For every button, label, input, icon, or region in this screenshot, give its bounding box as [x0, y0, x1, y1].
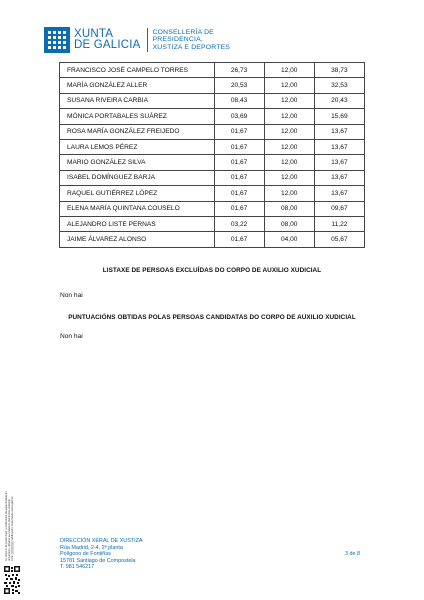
candidate-name: RAQUEL GUTIÉRREZ LÓPEZ	[60, 186, 215, 201]
score-b: 12,00	[264, 78, 314, 93]
candidate-name: ELENA MARÍA QUINTANA COUSELO	[60, 201, 215, 216]
dept-line-3: XUSTIZA E DEPORTES	[152, 43, 231, 51]
dept-line-2: PRESIDENCIA,	[152, 36, 203, 44]
score-a: 01,67	[214, 139, 264, 154]
score-a: 01,67	[214, 124, 264, 139]
score-a: 03,22	[214, 216, 264, 231]
excluded-section-text: Non hai	[60, 292, 83, 299]
score-b: 12,00	[264, 63, 314, 78]
score-a: 01,67	[214, 186, 264, 201]
score-b: 08,00	[264, 201, 314, 216]
score-total: 20,43	[314, 93, 364, 108]
score-a: 26,73	[214, 63, 264, 78]
department-name	[153, 29, 231, 51]
table-row	[60, 170, 365, 185]
footer-address	[60, 538, 142, 571]
score-a: 20,53	[214, 78, 264, 93]
xunta-logo-icon	[44, 27, 70, 53]
candidate-name: LAURA LEMOS PÉREZ	[60, 139, 215, 154]
score-total: 32,53	[314, 78, 364, 93]
footer-line-3: Polígono de Fontiñas	[60, 551, 111, 558]
table-row	[60, 139, 365, 154]
score-total: 38,73	[314, 63, 364, 78]
score-b: 12,00	[264, 93, 314, 108]
candidate-name: ISABEL DOMÍNGUEZ BARJA	[60, 170, 215, 185]
score-a: 01,67	[214, 201, 264, 216]
score-total: 11,22	[314, 216, 364, 231]
verification-line-2: documento, dirixirse ao enderezo electrónico indicado.	[8, 498, 11, 561]
score-b: 12,00	[264, 186, 314, 201]
table-row	[60, 216, 365, 231]
score-b: 12,00	[264, 124, 314, 139]
score-a: 01,67	[214, 232, 264, 247]
score-b: 12,00	[264, 155, 314, 170]
score-a: 01,67	[214, 155, 264, 170]
score-b: 08,00	[264, 216, 314, 231]
dept-line-1: CONSELLERÍA DE	[152, 29, 214, 37]
score-a: 01,67	[214, 170, 264, 185]
logo-line-2: DE GALICIA	[74, 39, 141, 51]
candidate-name: ROSA MARÍA GONZÁLEZ FREIJEDO	[60, 124, 215, 139]
score-a: 03,69	[214, 109, 264, 124]
score-total: 15,69	[314, 109, 364, 124]
logo-text	[74, 29, 141, 51]
score-total: 09,67	[314, 201, 364, 216]
score-b: 12,00	[264, 109, 314, 124]
score-b: 12,00	[264, 170, 314, 185]
candidate-name: FRANCISCO JOSÉ CAMPELO TORRES	[60, 63, 215, 78]
header	[44, 27, 230, 53]
score-b: 04,00	[264, 232, 314, 247]
score-total: 13,67	[314, 139, 364, 154]
candidate-name: MARIO GONZÁLEZ SILVA	[60, 155, 215, 170]
table-row	[60, 63, 365, 78]
candidate-name: MARÍA GONZÁLEZ ALLER	[60, 78, 215, 93]
score-b: 12,00	[264, 139, 314, 154]
candidate-name: MÓNICA PORTABALES SUÁREZ	[60, 109, 215, 124]
excluded-section-title: LISTAXE DE PERSOAS EXCLUÍDAS DO CORPO DE AUXILIO XUDICIAL	[102, 267, 322, 274]
score-total: 13,67	[314, 170, 364, 185]
logo-line-1: XUNTA	[74, 28, 114, 40]
table-row	[60, 232, 365, 247]
table-row	[60, 78, 365, 93]
candidate-name: JAIME ÁLVAREZ ALONSO	[60, 232, 215, 247]
scores-section-text: Non hai	[60, 333, 83, 340]
scores-section-title: PUNTUACIÓNS OBTIDAS POLAS PERSOAS CANDIDATAS DO CORPO DE AUXILIO XUDICIAL	[68, 314, 356, 321]
footer-line-5: T. 981 546217	[60, 564, 95, 571]
footer-line-1: DIRECCIÓN XERAL DE XUSTIZA	[60, 538, 143, 544]
footer-line-4: 15781 Santiago de Compostela	[60, 557, 136, 564]
verification-line-3: CVE: ▒▒▒▒▒▒▒ Verificación: https://sede.xunta.gal/cve	[11, 496, 14, 561]
score-total: 05,67	[314, 232, 364, 247]
scores-table	[59, 62, 365, 248]
verification-text	[5, 473, 14, 561]
score-a: 08,43	[214, 93, 264, 108]
header-divider	[147, 28, 148, 52]
footer-line-2: Rúa Madrid, 2-4, 2ª planta	[60, 544, 123, 551]
qr-code-icon	[4, 566, 20, 594]
table-row	[60, 201, 365, 216]
table-row	[60, 124, 365, 139]
score-total: 13,67	[314, 186, 364, 201]
candidate-name: SUSANA RIVEIRA CARBIA	[60, 93, 215, 108]
table-row	[60, 186, 365, 201]
score-total: 13,67	[314, 155, 364, 170]
score-total: 13,67	[314, 124, 364, 139]
table-row	[60, 155, 365, 170]
page-number: 3 de 8	[345, 551, 360, 557]
table-row	[60, 93, 365, 108]
verification-line-1: Ao obxecto de poder facer a verificación da autenticidade do	[5, 491, 8, 561]
candidate-name: ALEJANDRO LISTE PERNAS	[60, 216, 215, 231]
table-row	[60, 109, 365, 124]
